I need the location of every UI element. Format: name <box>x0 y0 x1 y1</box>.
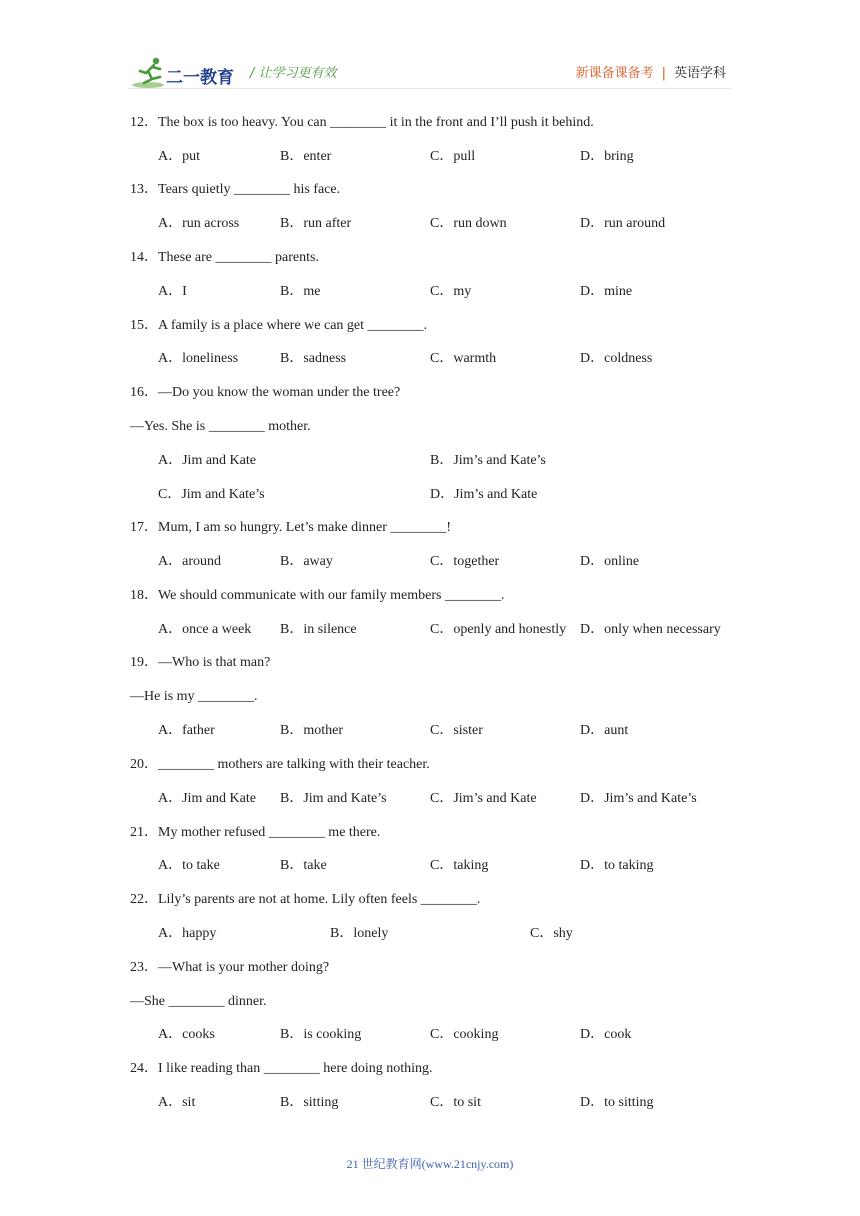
logo-text: 二一教育 <box>166 68 234 88</box>
option-22-b: B．lonely <box>330 926 389 941</box>
logo <box>130 55 240 91</box>
option-19-a: A．father <box>158 723 215 738</box>
option-13-c: C．run down <box>430 216 507 231</box>
question-15: 15．A family is a place where we can get ________. <box>130 318 428 333</box>
option-18-d: D．only when necessary <box>580 622 721 637</box>
option-21-c: C．taking <box>430 858 489 873</box>
option-13-d: D．run around <box>580 216 666 231</box>
question-16-reply: —Yes. She is ________ mother. <box>130 419 311 434</box>
question-22: 22．Lily’s parents are not at home. Lily often feels ________. <box>130 892 481 907</box>
option-14-a: A．I <box>158 284 187 299</box>
header-divider <box>128 88 732 89</box>
question-24: 24．I like reading than ________ here doing nothing. <box>130 1061 433 1076</box>
question-19: 19．—Who is that man? <box>130 655 271 670</box>
option-18-a: A．once a week <box>158 622 252 637</box>
option-17-c: C．together <box>430 554 500 569</box>
question-23: 23．—What is your mother doing? <box>130 960 330 975</box>
option-12-c: C．pull <box>430 149 476 164</box>
option-16-d: D．Jim’s and Kate <box>430 487 538 502</box>
option-12-d: D．bring <box>580 149 634 164</box>
question-20: 20．________ mothers are talking with their teacher. <box>130 757 430 772</box>
option-17-b: B．away <box>280 554 333 569</box>
option-12-a: A．put <box>158 149 200 164</box>
question-16: 16．—Do you know the woman under the tree? <box>130 385 401 400</box>
option-20-c: C．Jim’s and Kate <box>430 791 537 806</box>
question-17: 17．Mum, I am so hungry. Let’s make dinner ________! <box>130 520 452 535</box>
option-15-b: B．sadness <box>280 351 347 366</box>
slogan: / 让学习更有效 <box>250 66 337 81</box>
option-24-d: D．to sitting <box>580 1095 654 1110</box>
option-17-d: D．online <box>580 554 640 569</box>
option-14-b: B．me <box>280 284 321 299</box>
question-23-reply: —She ________ dinner. <box>130 994 267 1009</box>
question-12: 12．The box is too heavy. You can ________ it in the front and I’ll push it behind. <box>130 115 594 130</box>
option-13-a: A．run across <box>158 216 240 231</box>
question-13: 13．Tears quietly ________ his face. <box>130 182 341 197</box>
option-22-a: A．happy <box>158 926 217 941</box>
question-19-reply: —He is my ________. <box>130 689 258 704</box>
option-18-b: B．in silence <box>280 622 357 637</box>
header-subject-label: 英语学科 <box>673 66 726 81</box>
option-24-b: B．sitting <box>280 1095 339 1110</box>
option-16-b: B．Jim’s and Kate’s <box>430 453 546 468</box>
question-21: 21．My mother refused ________ me there. <box>130 825 381 840</box>
option-19-c: C．sister <box>430 723 483 738</box>
option-14-d: D．mine <box>580 284 633 299</box>
option-23-a: A．cooks <box>158 1027 215 1042</box>
option-21-d: D．to taking <box>580 858 654 873</box>
option-23-b: B．is cooking <box>280 1027 362 1042</box>
option-20-d: D．Jim’s and Kate’s <box>580 791 697 806</box>
option-23-c: C．cooking <box>430 1027 499 1042</box>
option-24-a: A．sit <box>158 1095 196 1110</box>
option-21-a: A．to take <box>158 858 220 873</box>
option-22-c: C．shy <box>530 926 573 941</box>
option-19-d: D．aunt <box>580 723 629 738</box>
option-19-b: B．mother <box>280 723 343 738</box>
option-21-b: B．take <box>280 858 327 873</box>
option-20-a: A．Jim and Kate <box>158 791 256 806</box>
question-14: 14．These are ________ parents. <box>130 250 319 265</box>
option-23-d: D．cook <box>580 1027 632 1042</box>
header-separator: | <box>661 66 666 81</box>
option-15-a: A．loneliness <box>158 351 239 366</box>
option-20-b: B．Jim and Kate’s <box>280 791 387 806</box>
footer-link[interactable]: 21 世纪教育网(www.21cnjy.com) <box>346 1157 514 1171</box>
option-24-c: C．to sit <box>430 1095 481 1110</box>
option-17-a: A．around <box>158 554 221 569</box>
option-15-d: D．coldness <box>580 351 653 366</box>
option-15-c: C．warmth <box>430 351 497 366</box>
option-16-c: C．Jim and Kate’s <box>158 487 265 502</box>
option-13-b: B．run after <box>280 216 352 231</box>
question-18: 18．We should communicate with our family members ________. <box>130 588 505 603</box>
option-14-c: C．my <box>430 284 472 299</box>
runner-logo-icon <box>130 55 170 91</box>
option-16-a: A．Jim and Kate <box>158 453 256 468</box>
page-header <box>130 55 730 95</box>
option-18-c: C．openly and honestly <box>430 622 567 637</box>
header-category: 新课备课备考 <box>575 66 654 81</box>
header-subject <box>576 62 726 81</box>
option-12-b: B．enter <box>280 149 332 164</box>
